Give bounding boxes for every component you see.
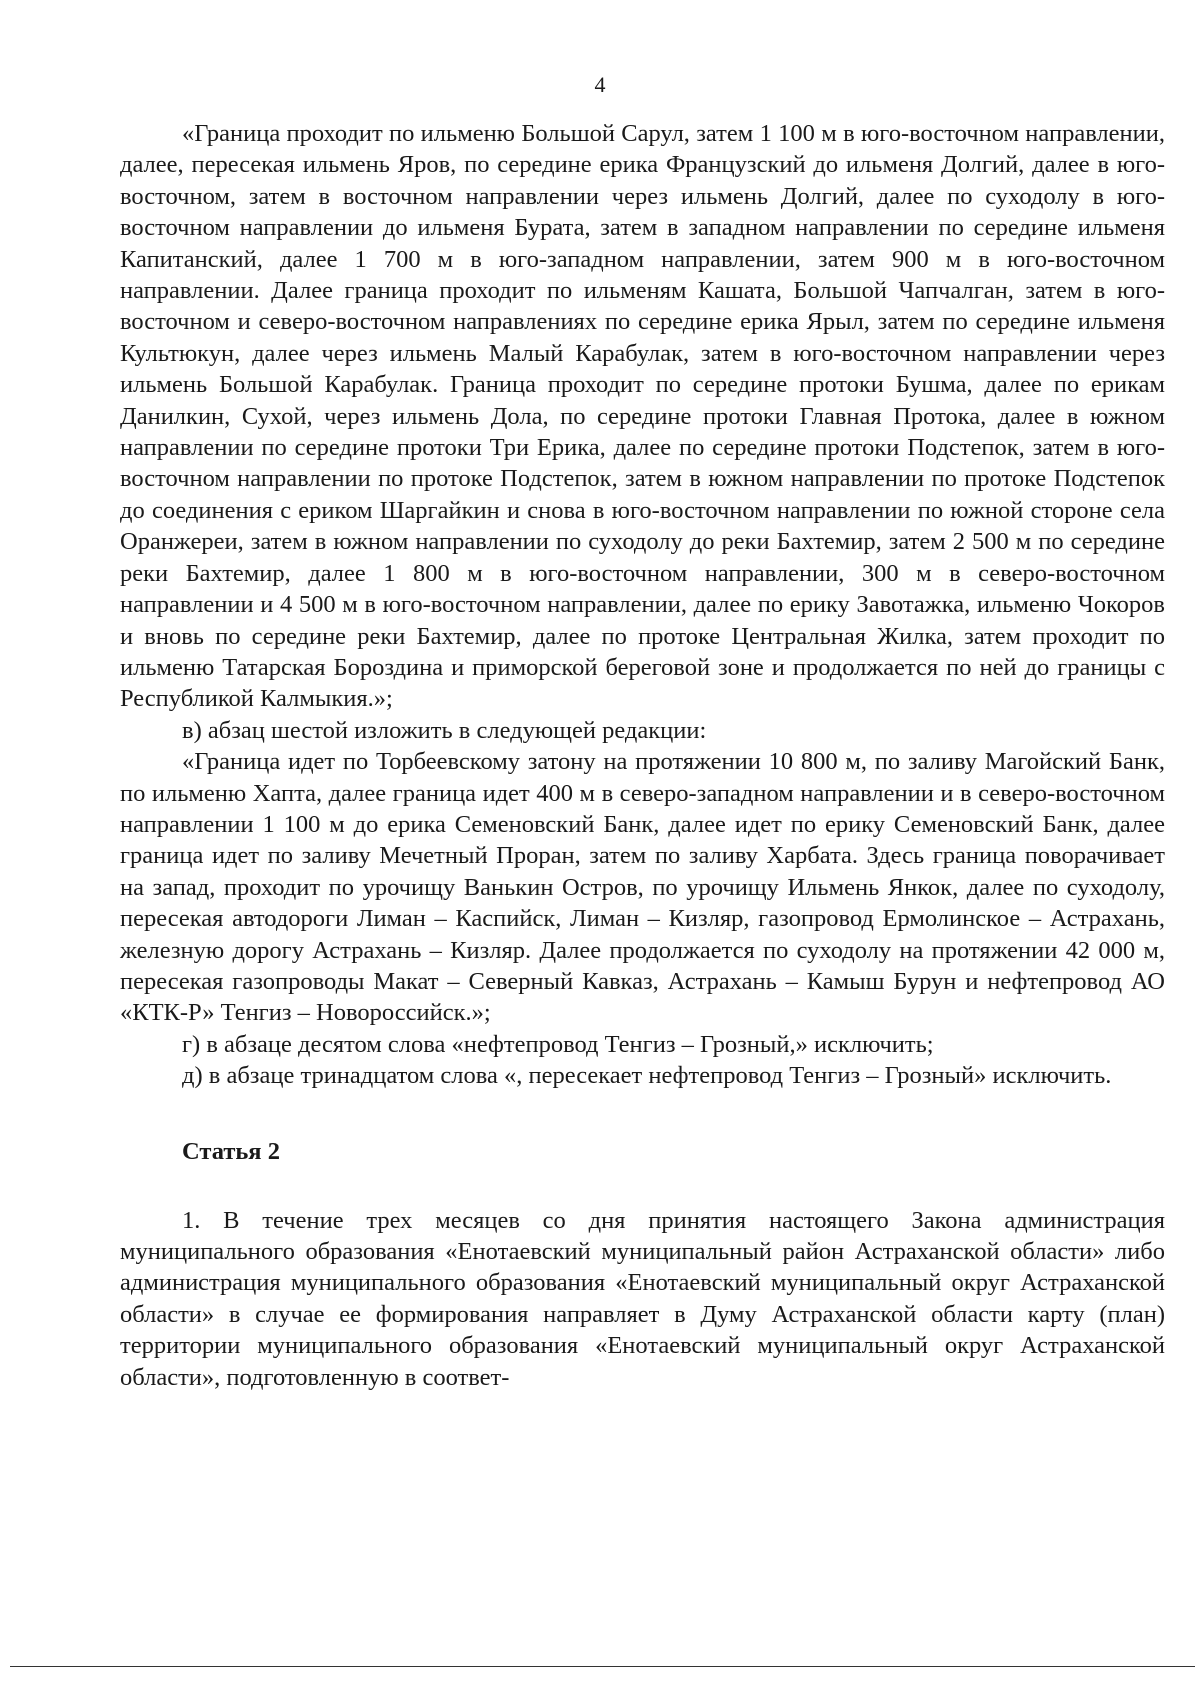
paragraph-boundary-description: «Граница проходит по ильменю Большой Сарул, затем 1 100 м в юго-восточном направлении, далее, пересекая ильмень Яров, по середине ерика Французский до ильменя Долгий, далее в юго-восточном, затем в восточном направлении через ильмень Долгий, далее по суходолу в юго-восточном направлении до ильменя Бурата, затем в западном направлении по середине ильменя Капитанский, далее 1 700 м в юго-западном направлении, затем 900 м в юго-восточном направлении. Далее граница проходит по ильменям Кашата, Большой Чапчалган, затем в юго-восточном и северо-восточном направлениях по середине ерика Ярыл, затем по середине ильменя Культюкун, далее через ильмень Малый Карабулак, затем в юго-восточном направлении через ильмень Большой Карабулак. Граница проходит по середине протоки Бушма, далее по ерикам Данилкин, Сухой, через ильмень Дола, по середине протоки Главная Протока, далее в южном направлении по середине протоки Три Ерика, далее по середине протоки Подстепок, затем в юго-восточном направлении по протоке Подстепок, затем в южном направлении по протоке Подстепок до соединения с ериком Шаргайкин и снова в юго-восточном направлении по южной стороне села Оранжереи, затем в южном направлении по суходолу до реки Бахтемир, затем 2 500 м по середине реки Бахтемир, далее 1 800 м в юго-восточном направлении, 300 м в северо-восточном направлении и 4 500 м в юго-восточном направлении, далее по ерику Завотажка, ильменю Чокоров и вновь по середине реки Бахтемир, далее по протоке Центральная Жилка, затем проходит по ильменю Татарская Бороздина и приморской береговой зоне и продолжается по ней до границы с Республикой Калмыкия.»; (120, 120, 1165, 713)
document-body (120, 118, 1165, 1393)
paragraph-article2-item1: 1. В течение трех месяцев со дня принятия настоящего Закона администрация муниципального образования «Енотаевский муниципальный район Астраханской области» либо администрация муниципального образования «Енотаевский муниципальный округ Астраханской области» в случае ее формирования направляет в Думу Астраханской области карту (план) территории муниципального образования «Енотаевский муниципальный округ Астраханской области», подготовленную в соответ- (120, 1206, 1165, 1391)
page-number: 4 (594, 72, 606, 97)
page-bottom-rule (10, 1666, 1195, 1667)
paragraph-item-v: в) абзац шестой изложить в следующей редакции: (182, 716, 707, 744)
paragraph-item-d: д) в абзаце тринадцатом слова «, пересекает нефтепровод Тенгиз – Грозный» исключить. (182, 1062, 1112, 1090)
paragraph-boundary-description-2: «Граница идет по Торбеевскому затону на протяжении 10 800 м, по заливу Магойский Банк, по ильменю Хапта, далее граница идет 400 м в северо-западном направлении и в северо-восточном направлении 1 100 м до ерика Семеновский Банк, далее идет по ерику Семеновский Банк, далее граница идет по заливу Мечетный Проран, затем по заливу Харбата. Здесь граница поворачивает на запад, проходит по урочищу Ванькин Остров, по урочищу Ильмень Янкок, далее по суходолу, пересекая автодороги Лиман – Каспийск, Лиман – Кизляр, газопровод Ермолинское – Астрахань, железную дорогу Астрахань – Кизляр. Далее продолжается по суходолу на протяжении 42 000 м, пересекая газопроводы Макат – Северный Кавказ, Астрахань – Камыш Бурун и нефтепровод АО «КТК-Р» Тенгиз – Новороссийск.»; (120, 748, 1165, 1027)
article-heading: Статья 2 (182, 1137, 280, 1165)
paragraph-item-g: г) в абзаце десятом слова «нефтепровод Тенгиз – Грозный,» исключить; (182, 1030, 934, 1058)
